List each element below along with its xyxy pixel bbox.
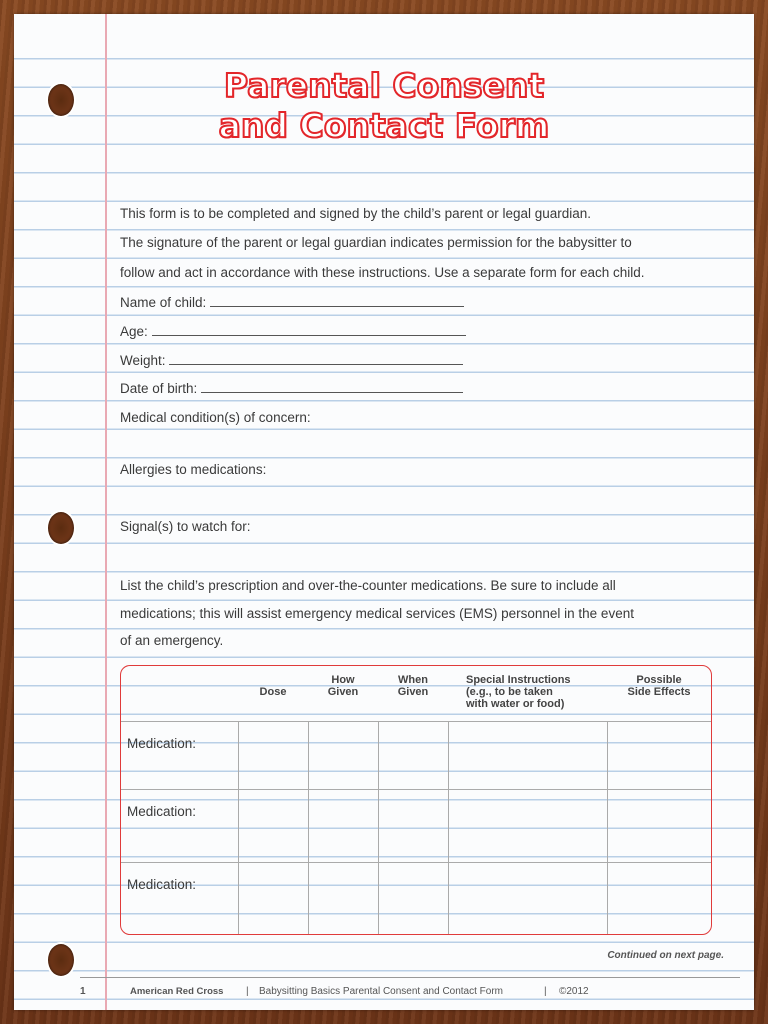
age-input-line[interactable]: [152, 323, 466, 336]
medications-intro-1: List the child’s prescription and over-the-counter medications. Be sure to include all: [120, 578, 616, 593]
header-how-given: How Given: [308, 666, 378, 722]
dob-field-row: [120, 380, 463, 396]
side-effects-cell[interactable]: [607, 790, 711, 863]
weight-label: Weight:: [120, 353, 166, 368]
age-label: Age:: [120, 324, 148, 339]
when-given-cell[interactable]: [378, 863, 448, 935]
medications-table: [121, 666, 711, 934]
page-number: 1: [80, 986, 86, 997]
margin-line: [105, 14, 107, 1010]
footer-copyright: ©2012: [559, 986, 589, 997]
table-row: [121, 722, 711, 790]
weight-input-line[interactable]: [169, 352, 463, 365]
notebook-page: [14, 14, 754, 1010]
header-dose: Dose: [238, 666, 308, 722]
signals-label: Signal(s) to watch for:: [120, 519, 251, 534]
footer-separator-2: |: [544, 986, 547, 997]
weight-field-row: [120, 352, 463, 368]
table-header-row: [121, 666, 711, 722]
intro-paragraph-2b: follow and act in accordance with these instructions. Use a separate form for each child.: [120, 265, 645, 280]
punch-hole-middle: [46, 510, 76, 546]
when-given-cell[interactable]: [378, 722, 448, 790]
how-given-cell[interactable]: [308, 790, 378, 863]
name-label: Name of child:: [120, 295, 207, 310]
table-row: [121, 863, 711, 935]
medications-intro-2: medications; this will assist emergency medical services (EMS) personnel in the event: [120, 606, 634, 621]
page-title-line-2: and Contact Form: [218, 106, 550, 145]
dose-cell[interactable]: [238, 722, 308, 790]
punch-hole-bottom: [46, 942, 76, 978]
footer-divider: [80, 977, 740, 978]
side-effects-cell[interactable]: [607, 863, 711, 935]
medications-intro-3: of an emergency.: [120, 633, 224, 648]
header-side-effects: Possible Side Effects: [607, 666, 711, 722]
footer-separator-1: |: [246, 986, 249, 997]
special-instructions-cell[interactable]: [448, 863, 607, 935]
medications-table-box: [120, 665, 712, 935]
when-given-cell[interactable]: [378, 790, 448, 863]
side-effects-cell[interactable]: [607, 722, 711, 790]
table-row: [121, 790, 711, 863]
continued-note: Continued on next page.: [607, 950, 724, 961]
how-given-cell[interactable]: [308, 863, 378, 935]
medical-conditions-label: Medical condition(s) of concern:: [120, 410, 311, 425]
header-when-given: When Given: [378, 666, 448, 722]
footer-org: American Red Cross: [130, 986, 224, 997]
medication-label: Medication:: [121, 722, 238, 790]
intro-paragraph-2a: The signature of the parent or legal guardian indicates permission for the babysitter to: [120, 235, 632, 250]
medication-label: Medication:: [121, 790, 238, 863]
allergies-label: Allergies to medications:: [120, 462, 267, 477]
intro-paragraph-1: This form is to be completed and signed by the child’s parent or legal guardian.: [120, 206, 592, 221]
dob-input-line[interactable]: [201, 380, 463, 393]
dob-label: Date of birth:: [120, 381, 198, 396]
special-instructions-cell[interactable]: [448, 790, 607, 863]
how-given-cell[interactable]: [308, 722, 378, 790]
page-title-line-1: Parental Consent: [223, 66, 545, 105]
footer-document-title: Babysitting Basics Parental Consent and Contact Form: [259, 986, 504, 997]
name-input-line[interactable]: [210, 294, 464, 307]
header-special-instructions: Special Instructions (e.g., to be taken with water or food): [448, 666, 607, 722]
special-instructions-cell[interactable]: [448, 722, 607, 790]
dose-cell[interactable]: [238, 863, 308, 935]
dose-cell[interactable]: [238, 790, 308, 863]
header-empty: [121, 666, 238, 722]
name-field-row: [120, 294, 464, 310]
medication-label: Medication:: [127, 877, 197, 892]
age-field-row: [120, 323, 466, 339]
